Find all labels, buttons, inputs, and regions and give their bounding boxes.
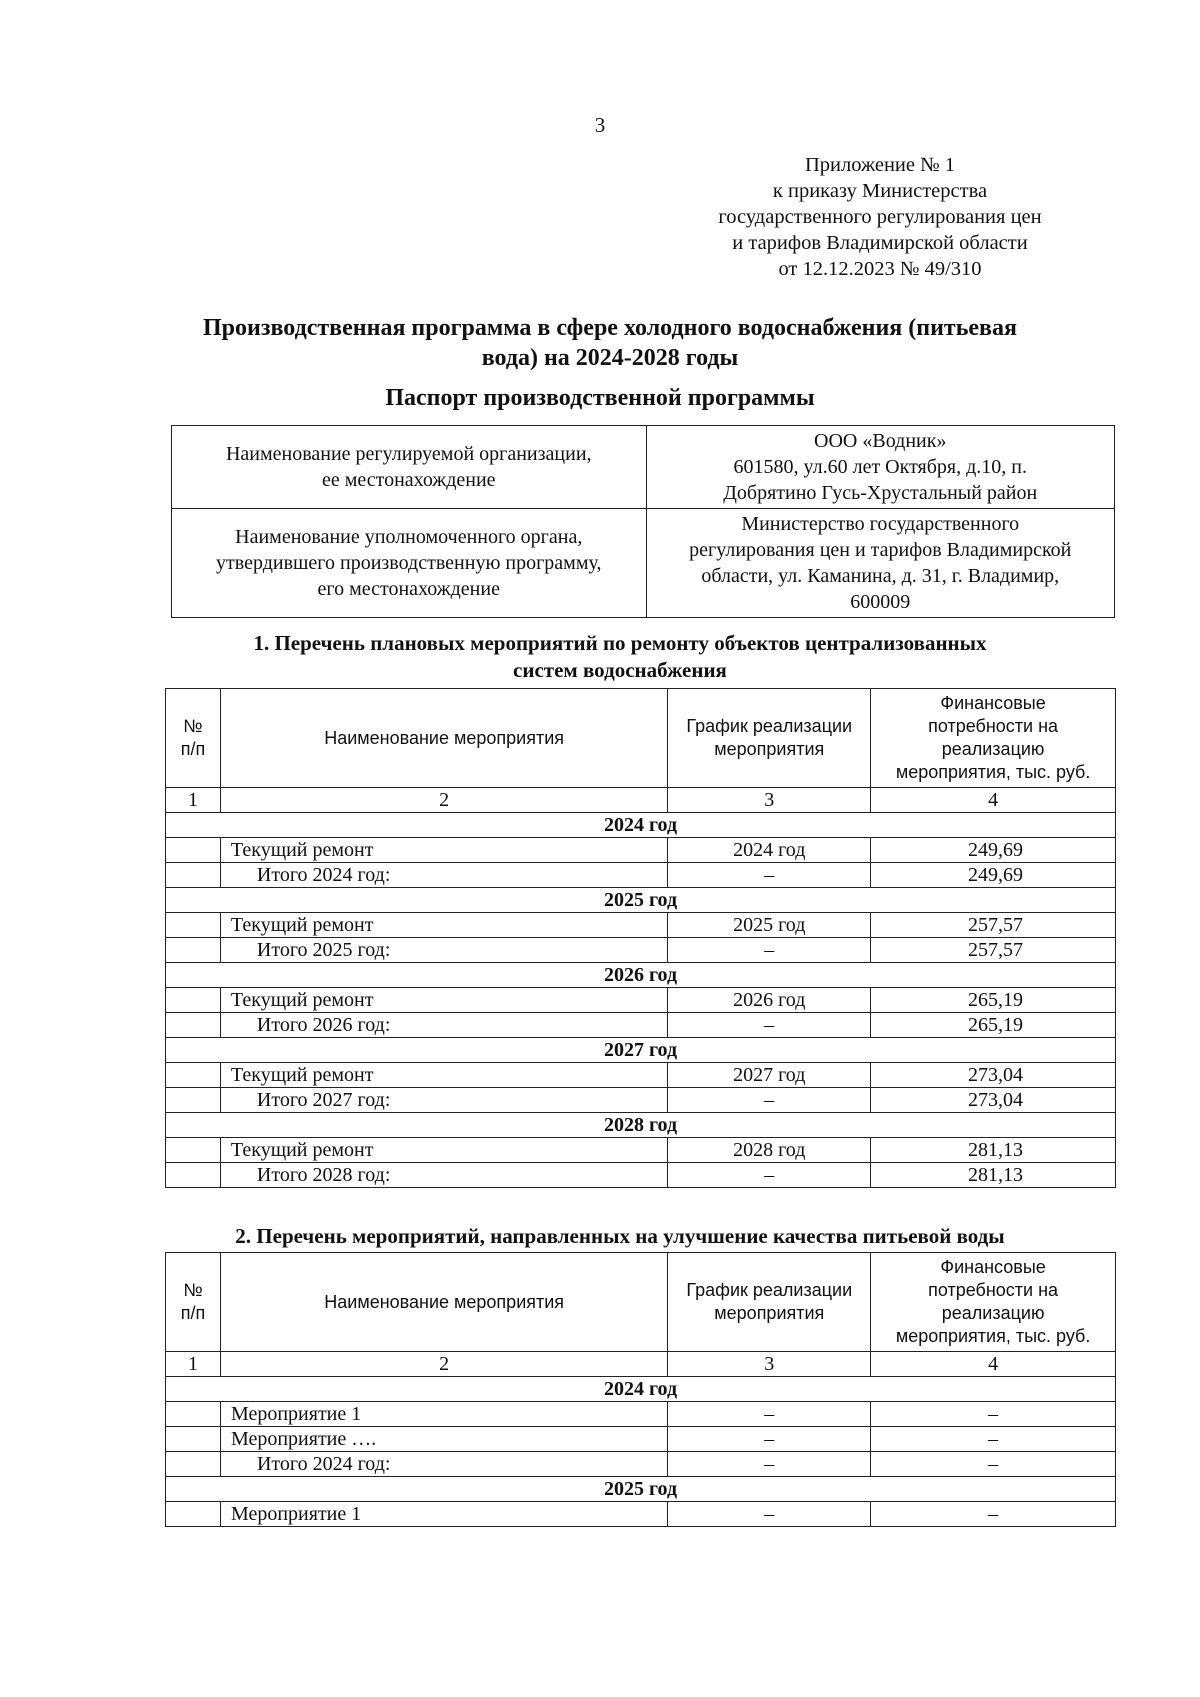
table-header-row <box>166 689 1116 788</box>
total-row <box>166 863 1116 888</box>
column-number: 2 <box>220 788 667 813</box>
appendix-note <box>690 152 1070 282</box>
column-number: 4 <box>871 788 1116 813</box>
document-title <box>150 313 1070 373</box>
total-amount: 249,69 <box>871 863 1116 888</box>
passport-label-line: Наименование регулируемой организации, <box>225 443 592 465</box>
event-name: Мероприятие …. <box>220 1427 667 1452</box>
total-label: Итого 2027 год: <box>220 1088 667 1113</box>
year-label: 2025 год <box>166 1477 1116 1502</box>
year-label: 2026 год <box>166 963 1116 988</box>
total-amount: 257,57 <box>871 938 1116 963</box>
row-num-cell <box>166 1452 221 1477</box>
event-amount: 281,13 <box>871 1138 1116 1163</box>
header-name: Наименование мероприятия <box>220 689 667 788</box>
column-number: 1 <box>166 788 221 813</box>
event-schedule: 2025 год <box>668 913 871 938</box>
table-row <box>166 988 1116 1013</box>
header-num: № п/п <box>166 1253 221 1352</box>
table-row <box>166 1138 1116 1163</box>
event-amount: – <box>871 1402 1116 1427</box>
total-label: Итого 2024 год: <box>220 863 667 888</box>
event-amount: 273,04 <box>871 1063 1116 1088</box>
row-num-cell <box>166 863 221 888</box>
passport-value-line: 601580, ул.60 лет Октября, д.10, п. <box>733 456 1028 478</box>
passport-label <box>172 509 647 618</box>
year-label: 2025 год <box>166 888 1116 913</box>
year-row <box>166 1038 1116 1063</box>
table-row <box>166 1063 1116 1088</box>
row-num-cell <box>166 1088 221 1113</box>
passport-row-organization <box>172 426 1115 509</box>
column-number: 3 <box>668 788 871 813</box>
column-number-row <box>166 788 1116 813</box>
passport-value <box>646 426 1115 509</box>
event-schedule: – <box>668 1427 871 1452</box>
total-schedule: – <box>668 863 871 888</box>
event-schedule: – <box>668 1402 871 1427</box>
total-row <box>166 1163 1116 1188</box>
total-schedule: – <box>668 938 871 963</box>
header-finance: Финансовые потребности на реализацию мероприятия, тыс. руб. <box>871 689 1116 788</box>
header-finance: Финансовые потребности на реализацию мероприятия, тыс. руб. <box>871 1253 1116 1352</box>
passport-value-line: 600009 <box>850 591 911 613</box>
table-row <box>166 1502 1116 1527</box>
year-label: 2027 год <box>166 1038 1116 1063</box>
appendix-line: от 12.12.2023 № 49/310 <box>778 258 982 280</box>
table-row <box>166 838 1116 863</box>
total-schedule: – <box>668 1163 871 1188</box>
year-label: 2024 год <box>166 1377 1116 1402</box>
year-row <box>166 1477 1116 1502</box>
event-amount: – <box>871 1502 1116 1527</box>
section1-title-line: 1. Перечень плановых мероприятий по ремонту объектов централизованных <box>253 631 987 655</box>
document-title-line: Производственная программа в сфере холодного водоснабжения (питьевая <box>203 315 1017 341</box>
passport-value <box>646 509 1115 618</box>
event-name: Текущий ремонт <box>220 838 667 863</box>
event-schedule: 2027 год <box>668 1063 871 1088</box>
event-amount: – <box>871 1427 1116 1452</box>
passport-row-authority <box>172 509 1115 618</box>
row-num-cell <box>166 1138 221 1163</box>
event-amount: 265,19 <box>871 988 1116 1013</box>
passport-label-line: утвердившего производственную программу, <box>216 552 602 574</box>
event-schedule: 2028 год <box>668 1138 871 1163</box>
event-amount: 257,57 <box>871 913 1116 938</box>
total-row <box>166 938 1116 963</box>
column-number: 2 <box>220 1352 667 1377</box>
year-row <box>166 888 1116 913</box>
row-num-cell <box>166 1402 221 1427</box>
year-row <box>166 963 1116 988</box>
header-schedule: График реализации мероприятия <box>668 689 871 788</box>
total-amount: 273,04 <box>871 1088 1116 1113</box>
total-amount: – <box>871 1452 1116 1477</box>
total-row <box>166 1452 1116 1477</box>
row-num-cell <box>166 1427 221 1452</box>
total-label: Итого 2026 год: <box>220 1013 667 1038</box>
table-row <box>166 913 1116 938</box>
appendix-line: к приказу Министерства <box>772 180 988 202</box>
total-amount: 265,19 <box>871 1013 1116 1038</box>
total-schedule: – <box>668 1013 871 1038</box>
year-label: 2028 год <box>166 1113 1116 1138</box>
repair-events-table <box>165 688 1116 1188</box>
table-row <box>166 1427 1116 1452</box>
table-header-row <box>166 1253 1116 1352</box>
total-label: Итого 2024 год: <box>220 1452 667 1477</box>
passport-value-line: ООО «Водник» <box>814 430 947 452</box>
total-label: Итого 2028 год: <box>220 1163 667 1188</box>
column-number-row <box>166 1352 1116 1377</box>
header-num: № п/п <box>166 689 221 788</box>
total-schedule: – <box>668 1088 871 1113</box>
quality-events-table <box>165 1252 1116 1527</box>
table-row <box>166 1402 1116 1427</box>
appendix-line: государственного регулирования цен <box>718 206 1042 228</box>
section1-title <box>160 630 1080 684</box>
year-row <box>166 813 1116 838</box>
event-name: Текущий ремонт <box>220 1063 667 1088</box>
passport-value-line: Министерство государственного <box>741 513 1020 535</box>
event-name: Мероприятие 1 <box>220 1402 667 1427</box>
row-num-cell <box>166 1163 221 1188</box>
passport-value-line: области, ул. Каманина, д. 31, г. Владимир, <box>701 565 1060 587</box>
row-num-cell <box>166 838 221 863</box>
row-num-cell <box>166 1502 221 1527</box>
event-schedule: 2024 год <box>668 838 871 863</box>
row-num-cell <box>166 988 221 1013</box>
passport-label-line: ее местонахождение <box>321 469 496 491</box>
row-num-cell <box>166 1013 221 1038</box>
section2-title: 2. Перечень мероприятий, направленных на улучшение качества питьевой воды <box>235 1224 1005 1248</box>
total-schedule: – <box>668 1452 871 1477</box>
column-number: 4 <box>871 1352 1116 1377</box>
total-row <box>166 1013 1116 1038</box>
document-title-line: вода) на 2024-2028 годы <box>481 345 739 371</box>
passport-label-line: Наименование уполномоченного органа, <box>235 526 583 548</box>
page-number: 3 <box>594 113 606 137</box>
row-num-cell <box>166 938 221 963</box>
row-num-cell <box>166 913 221 938</box>
appendix-line: и тарифов Владимирской области <box>732 232 1028 254</box>
header-name: Наименование мероприятия <box>220 1253 667 1352</box>
total-amount: 281,13 <box>871 1163 1116 1188</box>
event-schedule: – <box>668 1502 871 1527</box>
passport-label <box>172 426 647 509</box>
event-schedule: 2026 год <box>668 988 871 1013</box>
section1-title-line: систем водоснабжения <box>513 658 727 682</box>
passport-table <box>171 425 1115 618</box>
event-name: Текущий ремонт <box>220 988 667 1013</box>
column-number: 3 <box>668 1352 871 1377</box>
event-amount: 249,69 <box>871 838 1116 863</box>
column-number: 1 <box>166 1352 221 1377</box>
appendix-line: Приложение № 1 <box>804 154 956 176</box>
passport-heading: Паспорт производственной программы <box>385 385 815 411</box>
event-name: Текущий ремонт <box>220 1138 667 1163</box>
event-name: Текущий ремонт <box>220 913 667 938</box>
passport-label-line: его местонахождение <box>317 578 500 600</box>
row-num-cell <box>166 1063 221 1088</box>
total-label: Итого 2025 год: <box>220 938 667 963</box>
year-row <box>166 1377 1116 1402</box>
passport-value-line: Добрятино Гусь-Хрустальный район <box>723 482 1038 504</box>
event-name: Мероприятие 1 <box>220 1502 667 1527</box>
year-label: 2024 год <box>166 813 1116 838</box>
year-row <box>166 1113 1116 1138</box>
header-schedule: График реализации мероприятия <box>668 1253 871 1352</box>
passport-value-line: регулирования цен и тарифов Владимирской <box>689 539 1072 561</box>
total-row <box>166 1088 1116 1113</box>
